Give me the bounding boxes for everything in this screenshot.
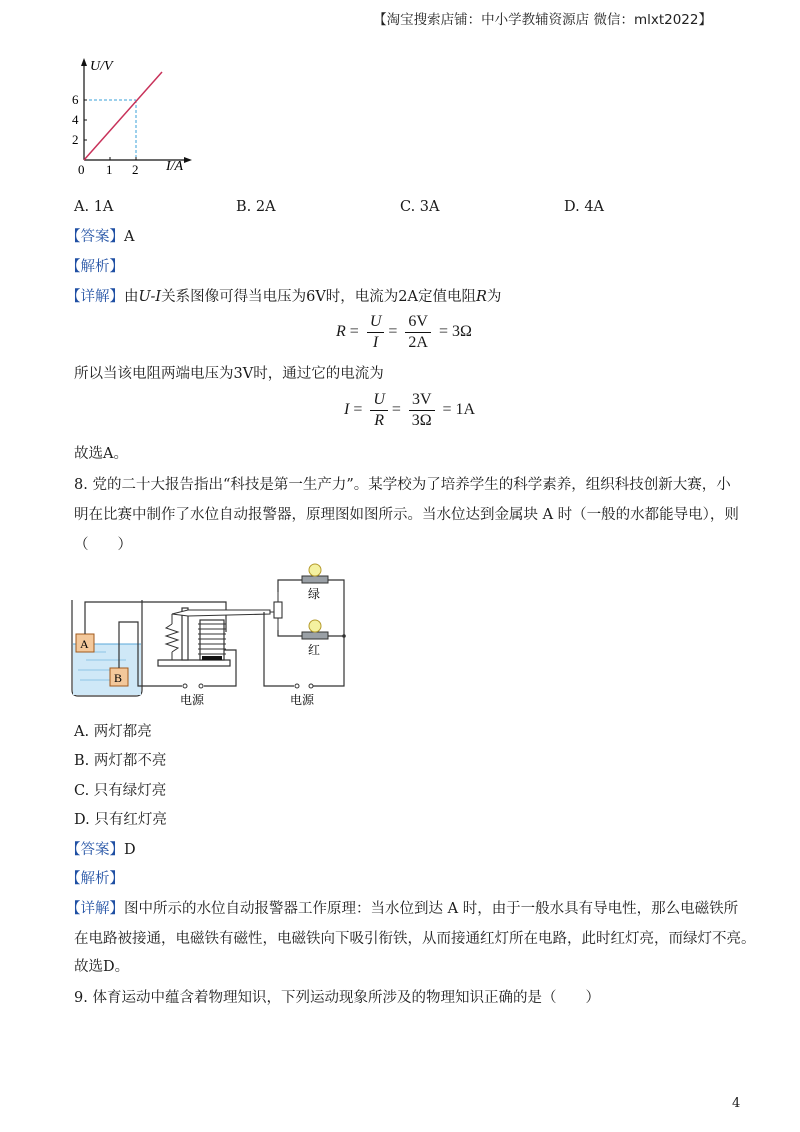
- origin-label: 0: [78, 162, 85, 176]
- q8-conclusion: 故选D。: [74, 959, 130, 975]
- answer-value: D: [124, 842, 136, 858]
- q7-option-c: C. 3A: [400, 199, 440, 215]
- red-branch-wire: [278, 630, 304, 636]
- y-tick-6: 6: [72, 92, 79, 107]
- equation-1: R = $\frac{U}{I}$ = $\frac{6V}{2A}$ = 3Ω: [336, 313, 472, 351]
- ui-line: [84, 72, 162, 160]
- label-b: B: [114, 671, 123, 685]
- eq1-lhs: R: [336, 323, 346, 341]
- q7-option-b: B. 2A: [236, 199, 276, 215]
- q8-option-c: C. 只有绿灯亮: [74, 783, 167, 799]
- spring: [166, 624, 178, 652]
- q8-option-b: B. 两灯都不亮: [74, 753, 167, 769]
- ui-graph: [70, 56, 200, 176]
- q8-analysis-tag: 【解析】: [66, 871, 124, 887]
- switch-wire: [264, 612, 294, 686]
- eq2-rhs: = 1A: [442, 401, 476, 419]
- q7-option-d: D. 4A: [564, 199, 605, 215]
- detail-tag: 【详解】: [66, 289, 124, 305]
- water-alarm-diagram: [66, 562, 356, 712]
- detail-text: 图中所示的水位自动报警器工作原理：当水位到达 A 时，由于一般水具有导电性，那么电磁铁所: [124, 901, 739, 917]
- detail-ui: U-I: [138, 289, 162, 305]
- eq1-frac2: $\frac{6V}{2A}$: [405, 312, 431, 353]
- q7-conclusion: 故选A。: [74, 446, 128, 462]
- switch-contact: [274, 602, 282, 618]
- q8-option-a: A. 两灯都亮: [74, 724, 152, 740]
- green-lamp-holder: [302, 576, 328, 583]
- power-label-1: 电源: [180, 693, 205, 707]
- detail-r: R: [476, 289, 487, 305]
- eq1-frac1: $\frac{U}{I}$: [367, 312, 385, 353]
- q8-detail-line1: [66, 899, 738, 919]
- q7-line2: 所以当该电阻两端电压为3V时，通过它的电流为: [74, 366, 384, 382]
- q8-detail-line2: 在电路被接通，电磁铁有磁性，电磁铁向下吸引衔铁，从而接通红灯所在电路，此时红灯亮，而绿灯不亮。: [74, 931, 756, 947]
- power-label-2: 电源: [290, 693, 315, 707]
- q8-stem-line1: 8. 党的二十大报告指出“科技是第一生产力”。某学校为了培养学生的科学素养，组织科技创新大赛，小: [74, 477, 731, 493]
- q9-stem: 9. 体育运动中蕴含着物理知识，下列运动现象所涉及的物理知识正确的是（ ）: [74, 990, 600, 1006]
- q8-stem-line2: 明在比赛中制作了水位自动报警器，原理图如图所示。当水位达到金属块 A 时（一般的水都能导电），则: [74, 507, 739, 523]
- x-tick-1: 1: [106, 162, 113, 176]
- page-number: 4: [732, 1096, 741, 1111]
- red-lamp-label: 红: [308, 643, 321, 657]
- answer-tag: 【答案】: [66, 229, 124, 245]
- relay-base: [158, 660, 230, 666]
- green-branch-wire: [278, 580, 304, 592]
- q8-answer: [66, 840, 136, 860]
- q7-option-a: A. 1A: [74, 199, 114, 215]
- y-tick-2: 2: [72, 132, 79, 147]
- y-axis-label: U/V: [90, 59, 113, 74]
- q7-answer: [66, 227, 134, 247]
- red-lamp-bulb-icon: [309, 620, 321, 632]
- green-lamp-label: 绿: [308, 587, 321, 601]
- q7-analysis-tag: 【解析】: [66, 259, 124, 275]
- detail-post: 为: [486, 289, 502, 305]
- red-lamp-holder: [302, 632, 328, 639]
- eq2-frac2: $\frac{3V}{3\Omega}$: [409, 390, 435, 431]
- detail-tag: 【详解】: [66, 901, 124, 917]
- q7-detail: [66, 287, 501, 307]
- eq2-frac1: $\frac{U}{R}$: [370, 390, 388, 431]
- eq1-rhs: = 3Ω: [438, 323, 472, 341]
- green-lamp-bulb-icon: [309, 564, 321, 576]
- x-axis-arrow: [184, 157, 192, 163]
- answer-tag: 【答案】: [66, 842, 124, 858]
- y-tick-4: 4: [72, 112, 79, 127]
- detail-pre: 由: [124, 289, 139, 305]
- q8-stem-line3: （ ）: [74, 537, 132, 553]
- detail-mid: 关系图像可得当电压为6V时，电流为2A定值电阻: [161, 289, 476, 305]
- x-axis-label: I/A: [166, 159, 184, 174]
- page-header: 【淘宝搜索店铺：中小学教辅资源店 微信：mlxt2022】: [373, 12, 712, 28]
- armature: [172, 610, 270, 616]
- y-axis-arrow: [81, 58, 87, 66]
- answer-value: A: [124, 229, 135, 245]
- label-a: A: [80, 637, 89, 651]
- eq2-lhs: I: [344, 401, 350, 419]
- q8-option-d: D. 只有红灯亮: [74, 812, 167, 828]
- x-tick-2: 2: [132, 162, 139, 176]
- equation-2: I = $\frac{U}{R}$ = $\frac{3V}{3\Omega}$ = 1A: [344, 391, 476, 429]
